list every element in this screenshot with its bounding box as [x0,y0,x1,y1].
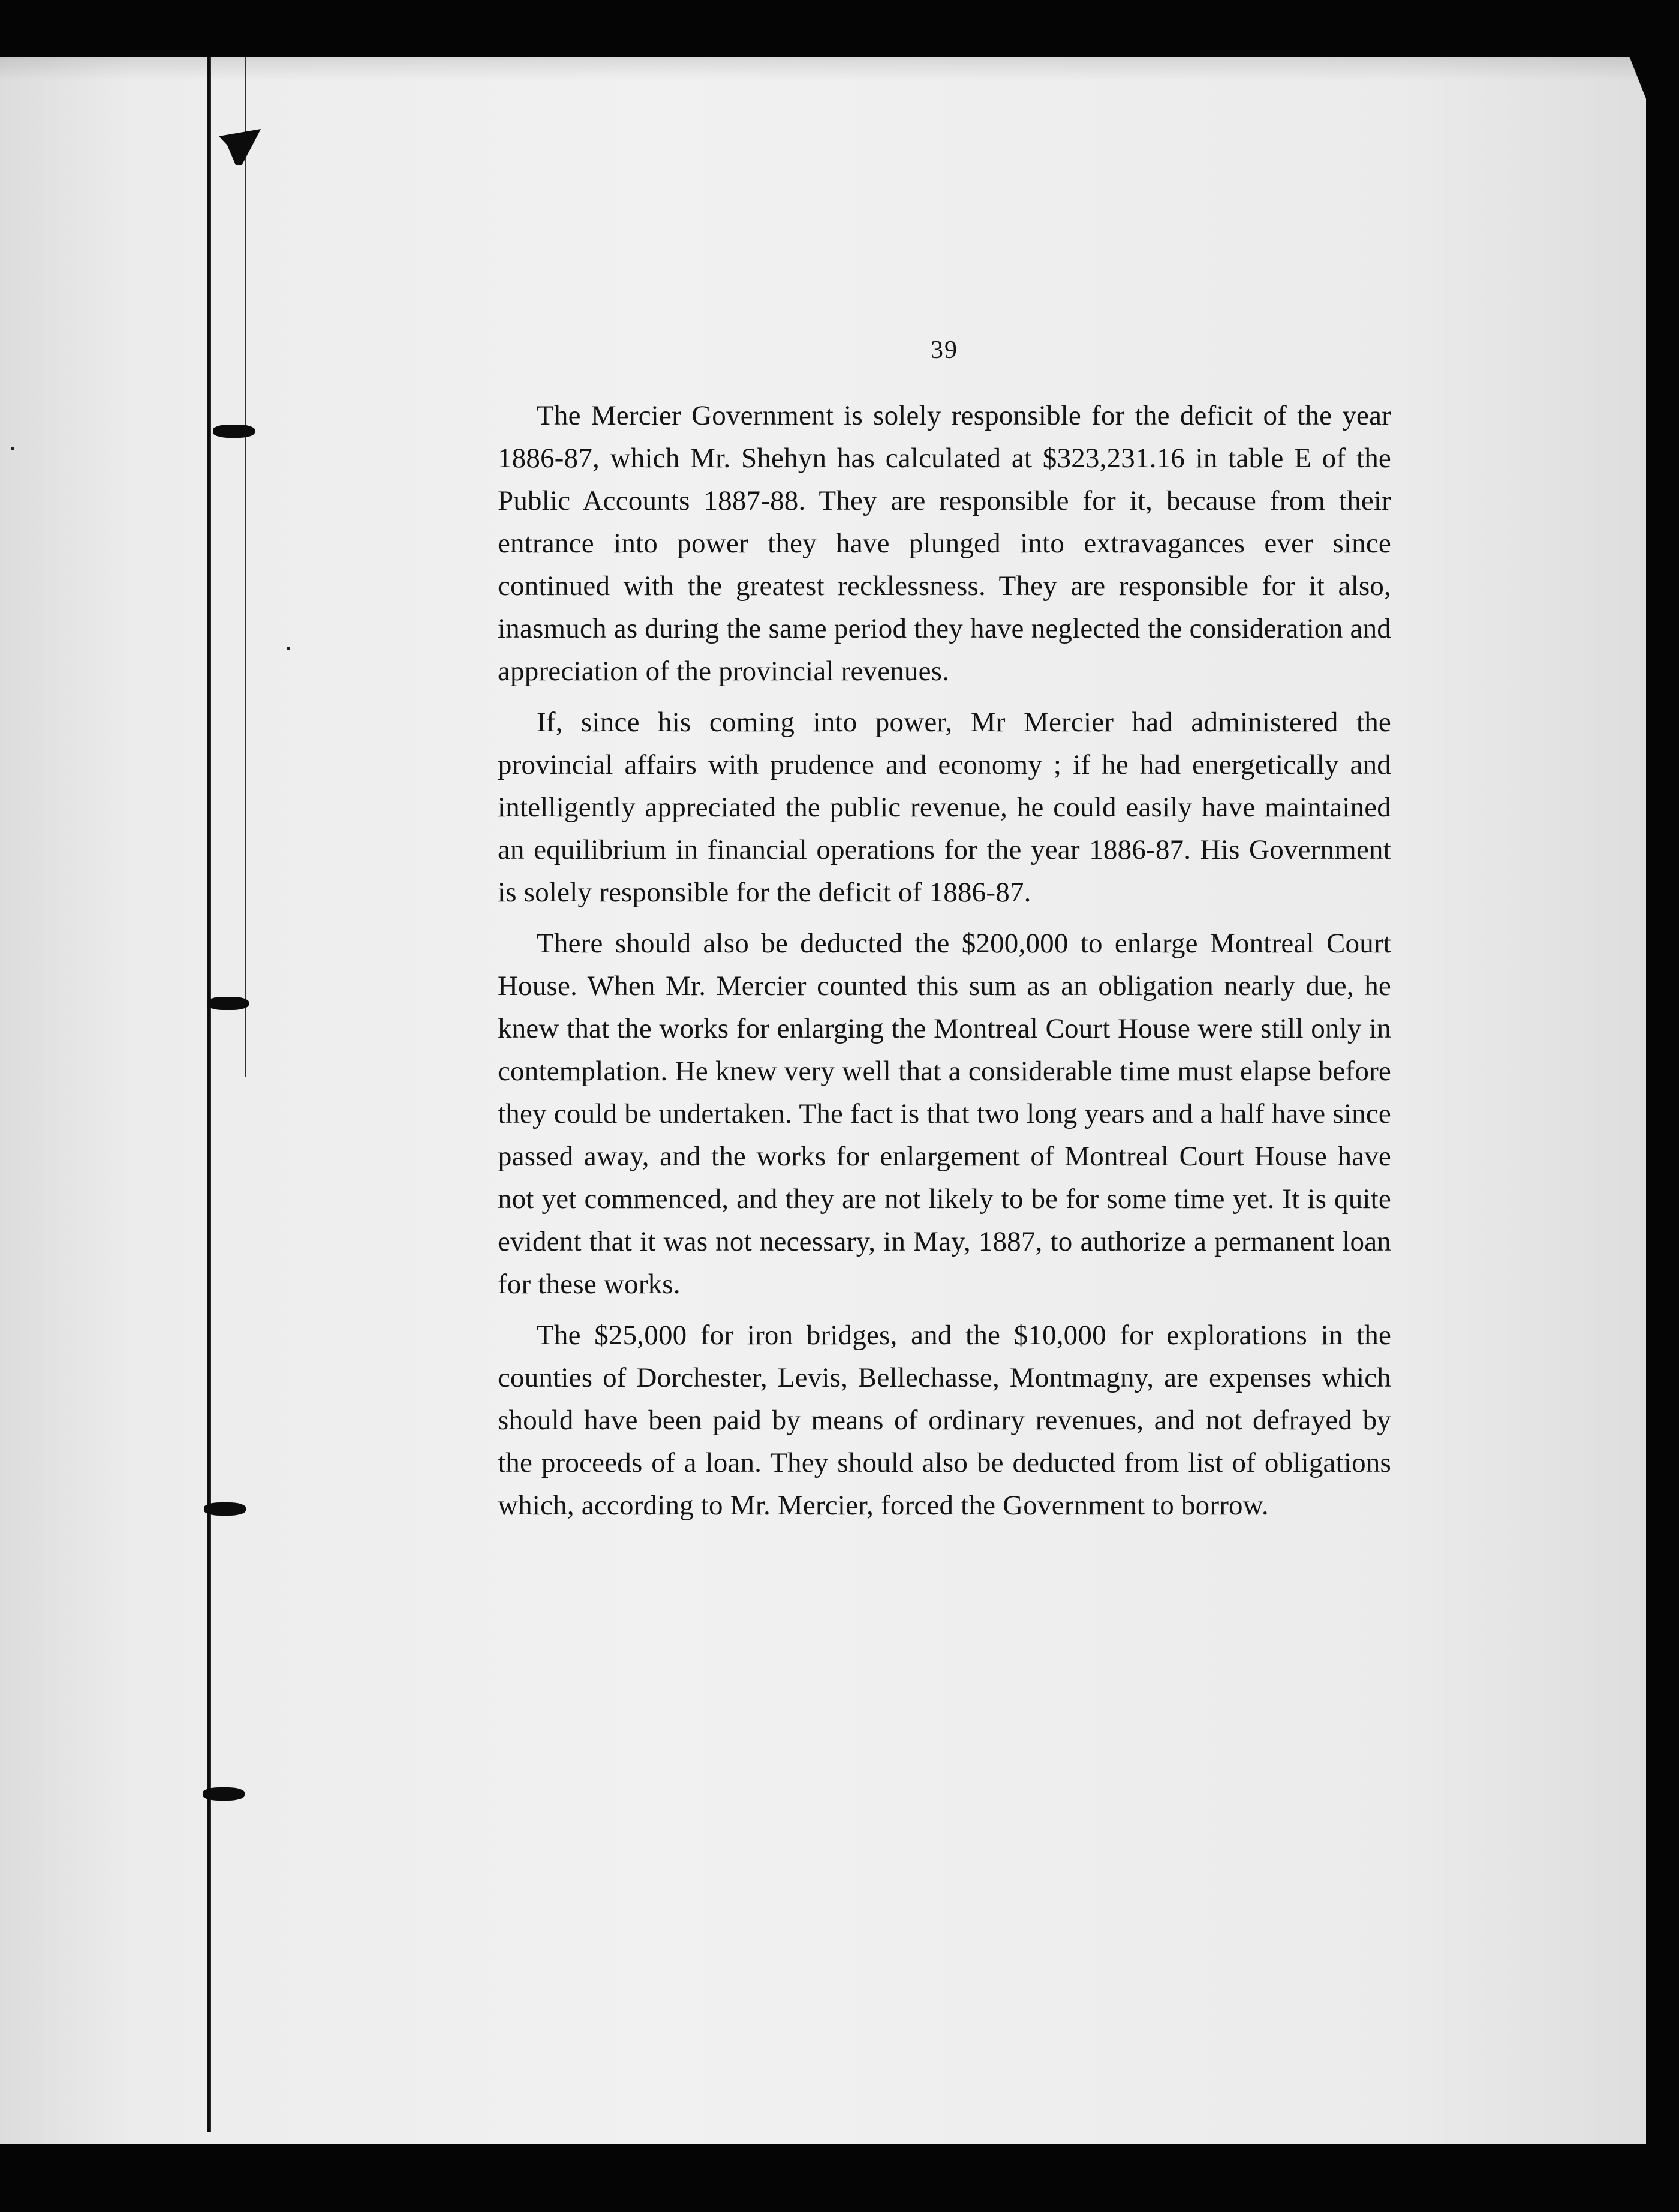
page-text [498,336,1391,1535]
binding-edge-line [245,57,246,1077]
paragraph: The $25,000 for iron bridges, and the $10,000 for explorations in the counties of Dorchester, Levis, Bellechasse, Montmagny, are expenses which should have been paid by means of ordinary revenues, and not defrayed by the proceeds of a loan. They should also be deducted from list of obligations which, according to Mr. Mercier, forced the Government to borrow. [498,1320,1391,1521]
binding-stitch [204,1502,246,1516]
scan-speck [287,647,290,650]
binding-stitch [213,425,255,438]
paragraph: There should also be deducted the $200,000 to enlarge Montreal Court House. When Mr. Mercier counted this sum as an obligation nearly due, he knew that the works for enlarging the Montreal Court House were still only in contemplation. He knew very well that a considerable time must elapse before they could be undertaken. The fact is that two long years and a half have since passed away, and the works for enlargement of Montreal Court House have not yet commenced, and they are not likely to be for some time yet. It is quite evident that it was not necessary, in May, 1887, to authorize a permanent loan for these works. [498,928,1391,1300]
paragraph: If, since his coming into power, Mr Mercier had administered the provincial affairs with prudence and economy ; if he had energetically and intelligently appreciated the public revenue, he could easily have maintained an equilibrium in financial operations for the year 1886-87. His Government is solely responsible for the deficit of 1886-87. [498,707,1391,908]
binding-spine [207,57,211,2132]
page-number: 39 [931,336,958,364]
paragraph: The Mercier Government is solely responsible for the deficit of the year 1886-87, which Mr. Shehyn has calculated at $323,231.16 in table E of the Public Accounts 1887-88. They are responsible for it, because from their entrance into power they have plunged into extravagances ever since continued with the greatest recklessness. They are responsible for it also, inasmuch as during the same period they have neglected the consideration and appreciation of the provincial revenues. [498,400,1391,687]
scan-speck [11,447,14,450]
binding-stitch [203,1787,245,1801]
binding-stitch [207,997,249,1010]
